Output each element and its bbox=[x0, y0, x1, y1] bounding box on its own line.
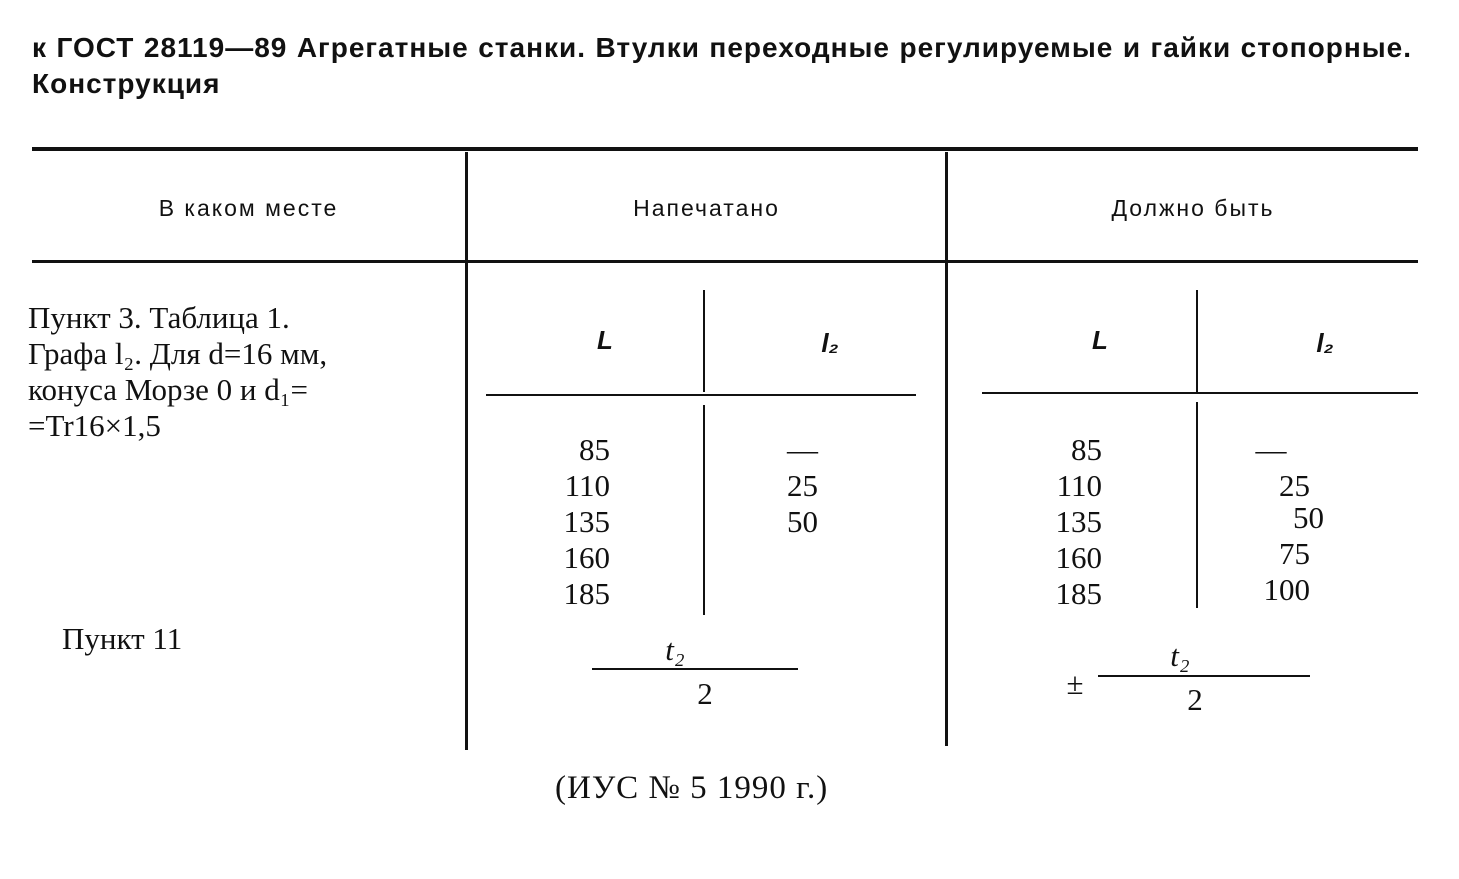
list-item: 185 bbox=[563, 576, 610, 611]
column-divider-1 bbox=[465, 152, 468, 750]
header-should-be: Должно быть bbox=[1111, 195, 1275, 221]
printed-fraction-denominator: 2 bbox=[697, 676, 713, 711]
printed-subtable-divider bbox=[703, 290, 705, 392]
list-item: 50 bbox=[787, 504, 818, 539]
list-item: 135 bbox=[1055, 504, 1102, 539]
should-fraction-bar bbox=[1098, 675, 1310, 677]
list-item: 25 bbox=[787, 468, 818, 503]
place-item-3 bbox=[28, 300, 460, 444]
list-item: — bbox=[1255, 432, 1287, 467]
printed-fraction-bar bbox=[592, 668, 798, 670]
list-item: 25 bbox=[1279, 468, 1310, 503]
list-item: 110 bbox=[564, 468, 610, 503]
list-item: 110 bbox=[1056, 468, 1102, 503]
should-L-values bbox=[1012, 432, 1102, 612]
should-subtable-rule bbox=[982, 392, 1418, 394]
list-item: 85 bbox=[579, 432, 610, 467]
printed-col-l2: l₂ bbox=[821, 328, 839, 358]
column-divider-2 bbox=[945, 152, 948, 746]
list-item: 160 bbox=[1055, 540, 1102, 575]
printed-col-L: L bbox=[597, 325, 613, 355]
should-fraction-denominator: 2 bbox=[1187, 682, 1203, 717]
place-item-11: Пункт 11 bbox=[62, 621, 183, 656]
place-line: Графа l₂. Для d=16 мм, bbox=[28, 336, 328, 371]
header-place: В каком месте bbox=[158, 195, 339, 221]
table-top-rule bbox=[32, 147, 1418, 151]
list-item: 100 bbox=[1263, 572, 1310, 607]
should-l2-values bbox=[1232, 432, 1324, 608]
list-item: 85 bbox=[1071, 432, 1102, 467]
printed-subtable-divider-lower bbox=[703, 405, 705, 615]
list-item: — bbox=[787, 432, 818, 467]
should-fraction-sign: ± bbox=[1066, 666, 1084, 701]
printed-L-values bbox=[520, 432, 610, 612]
should-col-l2: l₂ bbox=[1316, 328, 1334, 358]
list-item bbox=[740, 540, 818, 576]
header-printed: Напечатано bbox=[633, 195, 780, 221]
list-item: 75 bbox=[1279, 536, 1310, 571]
list-item: 185 bbox=[1055, 576, 1102, 611]
list-item: 135 bbox=[563, 504, 610, 539]
list-item: 160 bbox=[563, 540, 610, 575]
place-line: конуса Морзе 0 и d₁= bbox=[28, 372, 309, 407]
document-title: к ГОСТ 28119—89 Агрегатные станки. Втулки переходные регулируемые и гайки стопорные. Конструкция bbox=[32, 32, 1412, 99]
printed-subtable-rule bbox=[486, 394, 916, 396]
footer-source: (ИУС № 5 1990 г.) bbox=[555, 770, 829, 806]
list-item bbox=[740, 576, 818, 612]
should-subtable-divider-lower bbox=[1196, 402, 1198, 608]
place-line: Пункт 3. Таблица 1. bbox=[28, 300, 290, 335]
header-bottom-rule bbox=[32, 260, 1418, 263]
place-line: =Tr16×1,5 bbox=[28, 408, 161, 443]
list-item: 50 bbox=[1293, 500, 1324, 535]
should-col-L: L bbox=[1092, 325, 1108, 355]
printed-fraction-numerator: t₂ bbox=[665, 632, 685, 667]
printed-l2-values bbox=[740, 432, 818, 612]
should-fraction-numerator: t₂ bbox=[1170, 638, 1190, 673]
should-subtable-divider bbox=[1196, 290, 1198, 392]
